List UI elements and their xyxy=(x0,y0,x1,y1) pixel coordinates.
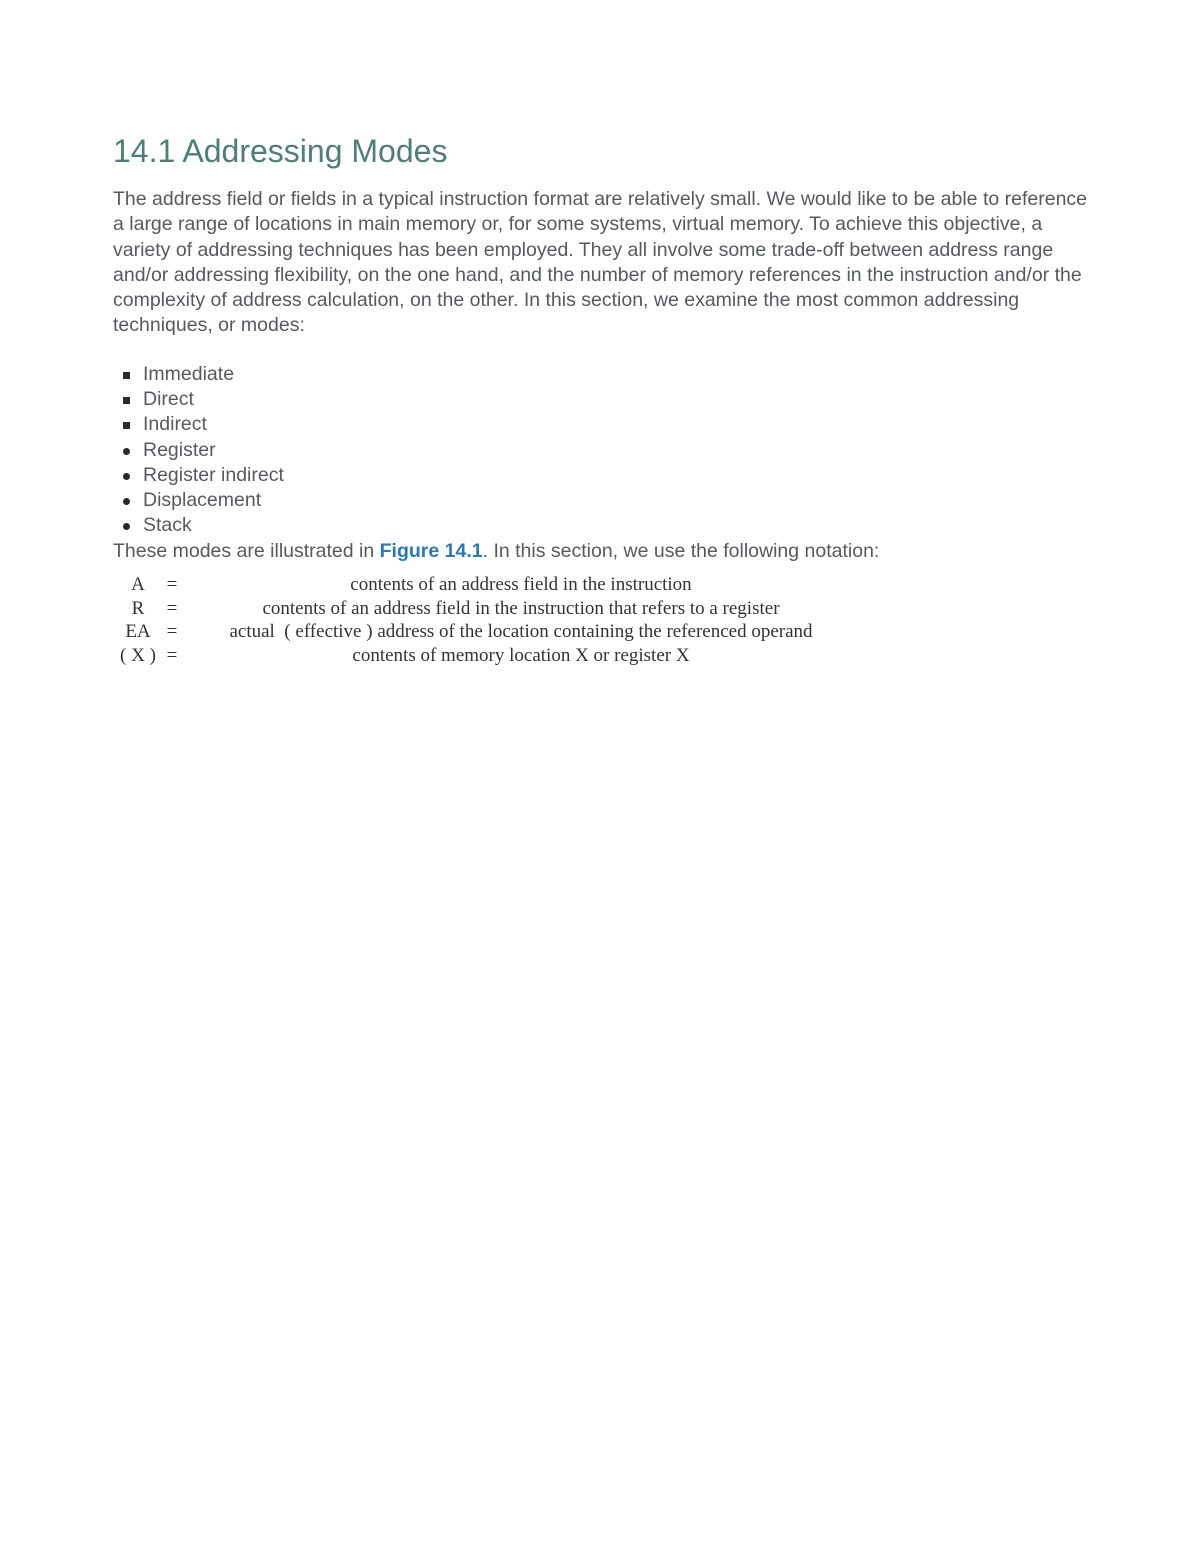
list-item xyxy=(113,463,284,488)
notation-row xyxy=(113,573,873,597)
round-bullet-icon xyxy=(123,448,130,455)
notation-symbol: ( X ) xyxy=(120,644,156,666)
square-bullet-icon xyxy=(123,422,130,429)
notation-intro xyxy=(113,539,879,564)
round-bullet-icon xyxy=(123,523,130,530)
notation-intro-text: These modes are illustrated in xyxy=(113,540,380,562)
square-bullet-icon xyxy=(123,397,130,404)
mode-label: Stack xyxy=(143,514,192,537)
round-bullet-icon xyxy=(123,498,130,505)
section-heading: 14.1 Addressing Modes xyxy=(113,133,448,169)
round-bullet-icon xyxy=(123,473,130,480)
notation-definition: actual ( effective ) address of the location containing the referenced operand xyxy=(229,621,813,642)
notation-intro-text-end: . In this section, we use the following notation: xyxy=(482,540,880,562)
equals-sign: = xyxy=(166,621,178,642)
notation-symbol: EA xyxy=(125,621,151,642)
notation-row xyxy=(113,620,873,644)
mode-label: Register indirect xyxy=(143,463,284,486)
equals-sign: = xyxy=(166,597,178,619)
list-item xyxy=(113,488,284,513)
addressing-modes-list xyxy=(113,362,284,538)
figure-link[interactable]: Figure 14.1 xyxy=(379,540,483,562)
mode-label: Immediate xyxy=(143,363,235,385)
intro-paragraph: The address field or fields in a typical instruction format are relatively small. We would like to be able to reference a large range of locations in main memory or, for some systems, virtual memory. To achieve this objective, a variety of addressing techniques has been employed. They all involve some trade-off between address range and/or addressing flexibility, on the one hand, and the number of memory references in the instruction and/or the complexity of address calculation, on the other. In this section, we examine the most common addressing techniques, or modes: xyxy=(113,188,1088,337)
notation-definition: contents of memory location X or register X xyxy=(352,644,690,666)
list-item xyxy=(113,438,284,463)
notation-definition: contents of an address field in the instruction that refers to a register xyxy=(262,597,780,619)
square-bullet-icon xyxy=(123,372,130,379)
list-item xyxy=(113,412,284,437)
notation-symbol: A xyxy=(131,574,145,595)
equals-sign: = xyxy=(166,644,178,666)
list-item xyxy=(113,513,284,538)
mode-label: Displacement xyxy=(143,488,262,511)
equals-sign: = xyxy=(166,574,178,595)
mode-label: Direct xyxy=(143,388,194,411)
notation-definition: contents of an address field in the instruction xyxy=(350,574,692,595)
notation-table xyxy=(113,573,873,667)
list-item xyxy=(113,387,284,412)
list-item xyxy=(113,362,284,387)
mode-label: Register xyxy=(143,438,216,461)
notation-symbol: R xyxy=(131,597,145,619)
mode-label: Indirect xyxy=(143,413,207,436)
notation-row xyxy=(113,597,873,621)
notation-row xyxy=(113,644,873,668)
